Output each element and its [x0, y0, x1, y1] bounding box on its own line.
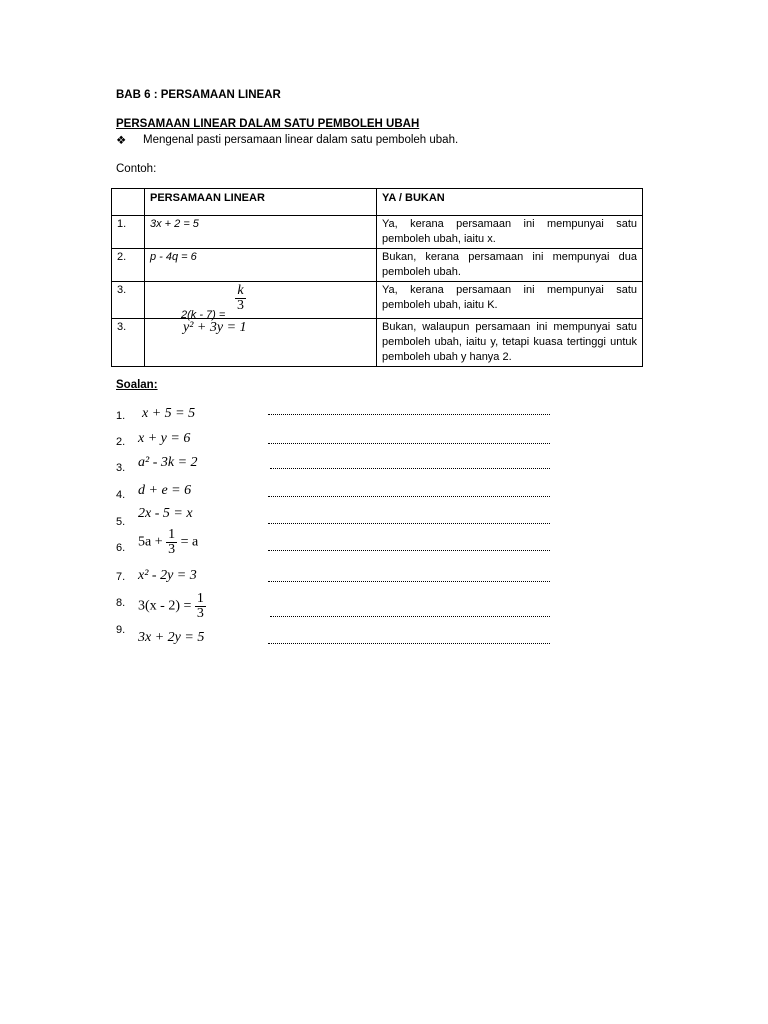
- question-number: 4.: [116, 489, 126, 501]
- answer-line[interactable]: [268, 550, 550, 551]
- question-number: 8.: [116, 597, 126, 609]
- equation-text: x + y = 6: [138, 431, 191, 446]
- row-equation: 3x + 2 = 5: [145, 216, 377, 249]
- bullet-text: Mengenal pasti persamaan linear dalam satu pemboleh ubah.: [143, 134, 459, 146]
- fraction-numerator: 1: [196, 591, 204, 606]
- answer-line[interactable]: [268, 443, 550, 444]
- fraction-denominator: 3: [196, 606, 204, 621]
- question-equation: [138, 483, 191, 499]
- example-table: [111, 188, 643, 367]
- answer-line[interactable]: [268, 414, 550, 415]
- question-equation: [138, 431, 190, 447]
- question-equation: [138, 528, 198, 557]
- equation-text: d + e = 6: [138, 483, 192, 498]
- equation-text: x² - 2y = 3: [138, 568, 197, 583]
- table-row: [112, 249, 643, 282]
- row-equation: [145, 282, 377, 319]
- fraction-numerator: 1: [168, 527, 176, 542]
- equation-suffix: = a: [180, 534, 199, 550]
- fraction-numerator: k: [235, 284, 246, 299]
- question-number: 2.: [116, 436, 126, 448]
- equation-prefix: 3(x - 2) =: [138, 598, 192, 614]
- equation-prefix: 5a +: [138, 534, 163, 550]
- row-number: 3.: [112, 282, 145, 319]
- answer-line[interactable]: [268, 581, 550, 582]
- table-row: [112, 282, 643, 319]
- section-title: PERSAMAAN LINEAR DALAM SATU PEMBOLEH UBAH: [116, 118, 420, 130]
- table-row: [112, 216, 643, 249]
- table-row: [112, 319, 643, 367]
- equation-text: 3x + 2y = 5: [138, 630, 205, 645]
- row-number: 1.: [112, 216, 145, 249]
- answer-line[interactable]: [270, 616, 550, 617]
- example-label: Contoh:: [116, 163, 157, 175]
- row-answer: Bukan, kerana persamaan ini mempunyai dua pemboleh ubah.: [377, 249, 643, 282]
- question-equation: [138, 630, 204, 646]
- question-number: 6.: [116, 542, 126, 554]
- table-header-equation: PERSAMAAN LINEAR: [145, 189, 377, 216]
- equation-prefix: 2(k - 7) =: [181, 309, 226, 321]
- row-number: 2.: [112, 249, 145, 282]
- fraction-denominator: 3: [237, 298, 244, 313]
- row-equation: y² + 3y = 1: [145, 319, 377, 367]
- table-header-num: [112, 189, 145, 216]
- question-equation: [142, 406, 195, 422]
- bullet-icon: ❖: [116, 135, 127, 147]
- fraction: [195, 592, 206, 621]
- answer-line[interactable]: [270, 468, 550, 469]
- equation-text: 2x - 5 = x: [138, 506, 193, 521]
- equation-text: x + 5 = 5: [142, 406, 196, 421]
- question-equation: [138, 592, 206, 621]
- fraction: [166, 528, 177, 557]
- answer-line[interactable]: [268, 643, 550, 644]
- row-answer: Ya, kerana persamaan ini mempunyai satu pemboleh ubah, iaitu K.: [377, 282, 643, 319]
- question-number: 1.: [116, 410, 126, 422]
- chapter-title: BAB 6 : PERSAMAAN LINEAR: [116, 89, 281, 101]
- question-equation: [138, 568, 197, 584]
- question-number: 9.: [116, 624, 126, 636]
- row-number: 3.: [112, 319, 145, 367]
- question-equation: [138, 506, 193, 522]
- questions-label: Soalan:: [116, 379, 158, 391]
- question-number: 3.: [116, 462, 126, 474]
- answer-line[interactable]: [268, 496, 550, 497]
- question-number: 5.: [116, 516, 126, 528]
- equation-text: a² - 3k = 2: [138, 455, 198, 470]
- question-equation: [138, 455, 198, 471]
- row-equation: p - 4q = 6: [145, 249, 377, 282]
- question-number: 7.: [116, 571, 126, 583]
- fraction: [235, 284, 246, 313]
- fraction-denominator: 3: [168, 542, 176, 557]
- answer-line[interactable]: [268, 523, 550, 524]
- row-answer: Bukan, walaupun persamaan ini mempunyai satu pemboleh ubah, iaitu y, tetapi kuasa tertinggi untuk pemboleh ubah y hanya 2.: [377, 319, 643, 367]
- table-header-answer: YA / BUKAN: [377, 189, 643, 216]
- table-header-row: [112, 189, 643, 216]
- row-answer: Ya, kerana persamaan ini mempunyai satu pemboleh ubah, iaitu x.: [377, 216, 643, 249]
